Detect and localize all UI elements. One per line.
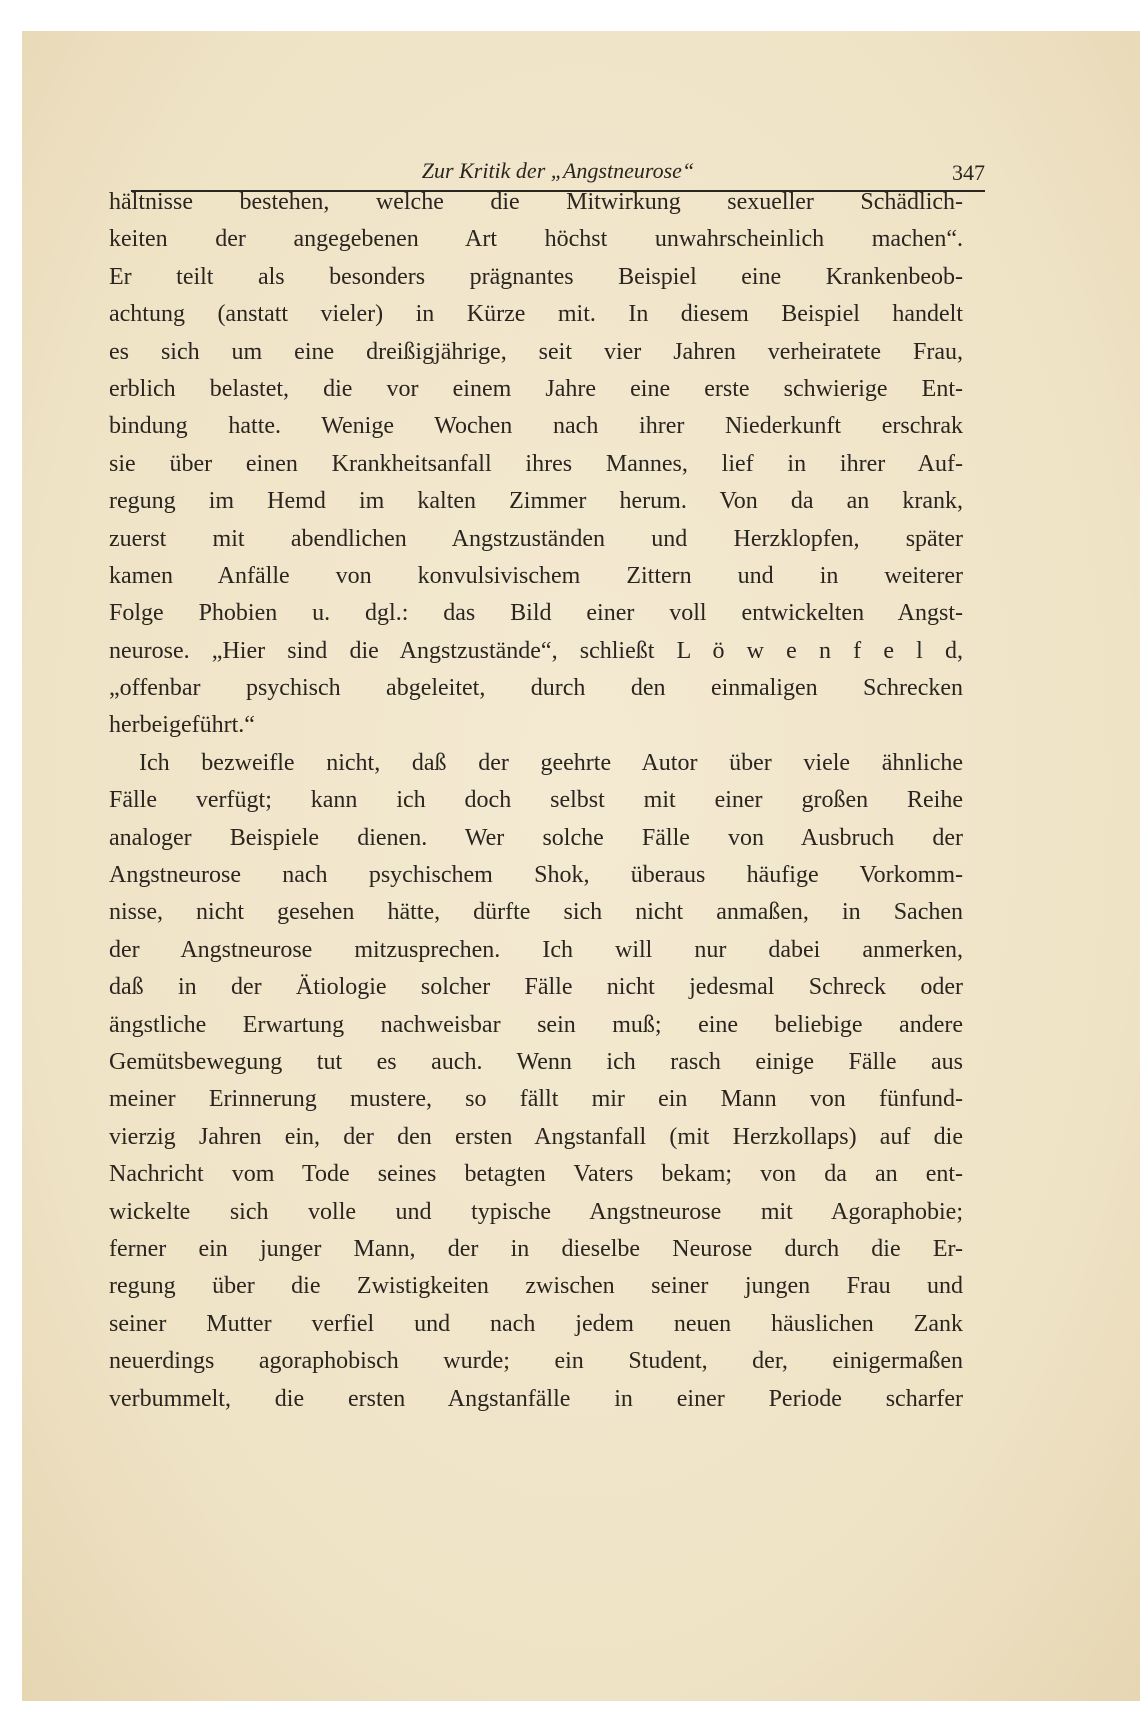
text-line: meiner Erinnerung mustere, so fällt mir ein Mann von fünfund- bbox=[109, 1086, 963, 1113]
text-line: Gemütsbewegung tut es auch. Wenn ich rasch einige Fälle aus bbox=[109, 1048, 963, 1075]
text-line: der Angstneurose mitzusprechen. Ich will nur dabei anmerken, bbox=[109, 936, 963, 963]
text-line: es sich um eine dreißigjährige, seit vier Jahren verheiratete Frau, bbox=[109, 338, 963, 365]
text-line: wickelte sich volle und typische Angstneurose mit Agoraphobie; bbox=[109, 1198, 963, 1225]
running-title: Zur Kritik der „Angstneurose“ bbox=[421, 158, 695, 183]
page-number: 347 bbox=[952, 160, 985, 185]
text-line: Nachricht vom Tode seines betagten Vaters bekam; von da an ent- bbox=[109, 1161, 963, 1188]
text-line: keiten der angegebenen Art höchst unwahrscheinlich machen“. bbox=[109, 226, 963, 253]
text-line: bindung hatte. Wenige Wochen nach ihrer Niederkunft erschrak bbox=[109, 413, 963, 440]
text-line: verbummelt, die ersten Angstanfälle in einer Periode scharfer bbox=[109, 1385, 963, 1412]
text-line: analoger Beispiele dienen. Wer solche Fälle von Ausbruch der bbox=[109, 824, 963, 851]
text-line: ferner ein junger Mann, der in dieselbe Neurose durch die Er- bbox=[109, 1235, 963, 1262]
text-line: regung über die Zwistigkeiten zwischen seiner jungen Frau und bbox=[109, 1273, 963, 1300]
text-line: seiner Mutter verfiel und nach jedem neuen häuslichen Zank bbox=[109, 1310, 963, 1337]
text-line: ängstliche Erwartung nachweisbar sein muß; eine beliebige andere bbox=[109, 1011, 963, 1038]
text-line: neurose. „Hier sind die Angstzustände“, schließt L ö w e n f e l d, bbox=[109, 637, 963, 664]
text-line: Ich bezweifle nicht, daß der geehrte Autor über viele ähnliche bbox=[139, 749, 963, 776]
text-line: Folge Phobien u. dgl.: das Bild einer voll entwickelten Angst- bbox=[109, 600, 963, 627]
text-line: Angstneurose nach psychischem Shok, überaus häufige Vorkomm- bbox=[109, 862, 963, 889]
text-line: vierzig Jahren ein, der den ersten Angstanfall (mit Herzkollaps) auf die bbox=[109, 1123, 963, 1150]
text-line: sie über einen Krankheitsanfall ihres Mannes, lief in ihrer Auf- bbox=[109, 450, 963, 477]
text-line: nisse, nicht gesehen hätte, dürfte sich nicht anmaßen, in Sachen bbox=[109, 899, 963, 926]
text-line: neuerdings agoraphobisch wurde; ein Student, der, einigermaßen bbox=[109, 1348, 963, 1375]
text-line: herbeigeführt.“ bbox=[109, 712, 255, 739]
text-line: achtung (anstatt vieler) in Kürze mit. In diesem Beispiel handelt bbox=[109, 301, 963, 328]
body-text bbox=[109, 184, 963, 1418]
text-line: kamen Anfälle von konvulsivischem Zittern und in weiterer bbox=[109, 562, 963, 589]
text-line: Er teilt als besonders prägnantes Beispiel eine Krankenbeob- bbox=[109, 263, 963, 290]
text-line: zuerst mit abendlichen Angstzuständen und Herzklopfen, später bbox=[109, 525, 963, 552]
text-line: daß in der Ätiologie solcher Fälle nicht jedesmal Schreck oder bbox=[109, 974, 963, 1001]
text-line: Fälle verfügt; kann ich doch selbst mit einer großen Reihe bbox=[109, 787, 963, 814]
text-line: regung im Hemd im kalten Zimmer herum. Von da an krank, bbox=[109, 488, 963, 515]
text-line: „offenbar psychisch abgeleitet, durch den einmaligen Schrecken bbox=[109, 675, 963, 702]
text-line: erblich belastet, die vor einem Jahre eine erste schwierige Ent- bbox=[109, 375, 963, 402]
text-line: hältnisse bestehen, welche die Mitwirkung sexueller Schädlich- bbox=[109, 189, 963, 215]
